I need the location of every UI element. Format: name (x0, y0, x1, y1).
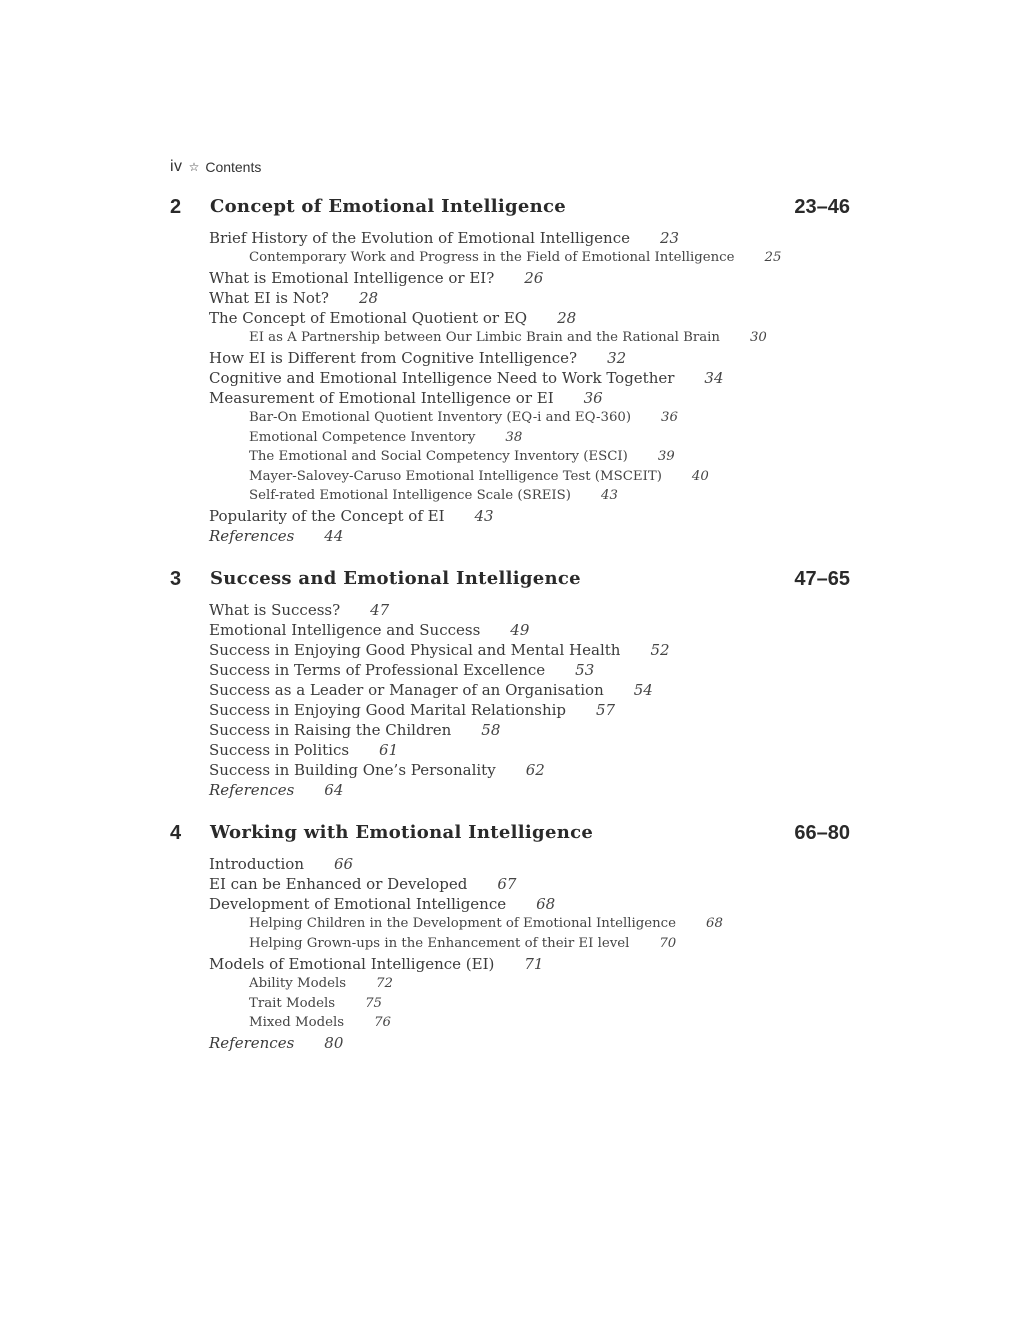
toc-entry[interactable]: Success as a Leader or Manager of an Organisation 54 (209, 681, 653, 699)
toc-references[interactable]: References 64 (209, 781, 344, 799)
toc-subentry[interactable]: Helping Children in the Development of Emotional Intelligence 68 (249, 916, 723, 931)
chapter-number: 4 (170, 822, 182, 844)
chapter-entries (170, 600, 850, 800)
toc-entry[interactable]: Success in Enjoying Good Physical and Mental Health 52 (209, 641, 670, 659)
toc-entry[interactable]: Success in Politics 61 (209, 741, 399, 759)
toc-subentry[interactable]: Mixed Models 76 (249, 1015, 391, 1030)
toc-entry[interactable]: Emotional Intelligence and Success 49 (209, 621, 530, 639)
chapter-number: 3 (170, 568, 182, 590)
toc-subentry[interactable]: Self-rated Emotional Intelligence Scale (SREIS) 43 (249, 488, 618, 503)
chapter-3 (170, 568, 850, 800)
toc-entry[interactable]: Measurement of Emotional Intelligence or EI 36 (209, 389, 603, 407)
toc-subentry[interactable]: Helping Grown-ups in the Enhancement of their EI level 70 (249, 936, 677, 951)
chapter-title[interactable]: Success and Emotional Intelligence (210, 568, 581, 589)
toc-subentry[interactable]: Mayer-Salovey-Caruso Emotional Intelligence Test (MSCEIT) 40 (249, 468, 709, 484)
chapter-heading (170, 568, 850, 592)
chapter-page-range: 66–80 (794, 822, 850, 844)
toc-entry[interactable]: Success in Terms of Professional Excellence 53 (209, 661, 595, 679)
toc-entry[interactable]: Cognitive and Emotional Intelligence Need to Work Together 34 (209, 369, 724, 387)
chapter-4 (170, 822, 850, 1053)
toc-subentry[interactable]: EI as A Partnership between Our Limbic Brain and the Rational Brain 30 (249, 330, 767, 345)
toc-entry[interactable]: Introduction 66 (209, 855, 354, 873)
toc-entry[interactable]: Success in Enjoying Good Marital Relationship 57 (209, 701, 616, 719)
toc-entry[interactable]: Development of Emotional Intelligence 68 (209, 895, 556, 913)
toc-references[interactable]: References 44 (209, 526, 344, 545)
chapter-page-range: 23–46 (794, 196, 850, 218)
chapter-heading (170, 822, 850, 846)
toc-subentry[interactable]: Contemporary Work and Progress in the Field of Emotional Intelligence 25 (249, 250, 782, 265)
toc-entry[interactable]: Success in Building One’s Personality 62 (209, 761, 545, 779)
toc-entry[interactable]: What is Success? 47 (209, 601, 390, 619)
toc-entry[interactable]: The Concept of Emotional Quotient or EQ 28 (209, 309, 577, 327)
toc-entry[interactable]: EI can be Enhanced or Developed 67 (209, 875, 517, 893)
toc-entry[interactable]: Success in Raising the Children 58 (209, 721, 501, 739)
toc-subentry[interactable]: Bar-On Emotional Quotient Inventory (EQ-i and EQ-360) 36 (249, 410, 678, 425)
toc-subentry[interactable]: Trait Models 75 (249, 995, 382, 1011)
toc-entry[interactable]: How EI is Different from Cognitive Intelligence? 32 (209, 349, 627, 367)
toc-entry[interactable]: Popularity of the Concept of EI 43 (209, 506, 494, 525)
toc-subentry[interactable]: The Emotional and Social Competency Inventory (ESCI) 39 (249, 449, 675, 464)
chapter-2 (170, 196, 850, 546)
running-head-section: Contents (205, 159, 262, 175)
toc-references[interactable]: References 80 (209, 1033, 344, 1052)
page-number: iv (170, 158, 183, 175)
chapter-heading (170, 196, 850, 220)
toc-entry[interactable]: What EI is Not? 28 (209, 289, 379, 307)
running-head (170, 157, 261, 177)
toc-subentry[interactable]: Ability Models 72 (249, 976, 393, 991)
toc-entry[interactable]: What is Emotional Intelligence or EI? 26 (209, 269, 544, 287)
chapter-entries (170, 228, 850, 546)
star-icon: ☆ (188, 160, 200, 174)
chapter-entries (170, 854, 850, 1053)
chapter-title[interactable]: Concept of Emotional Intelligence (210, 196, 567, 217)
toc-subentry[interactable]: Emotional Competence Inventory 38 (249, 429, 523, 445)
toc-entry[interactable]: Brief History of the Evolution of Emotional Intelligence 23 (209, 229, 680, 247)
chapter-title[interactable]: Working with Emotional Intelligence (210, 822, 594, 843)
chapter-number: 2 (170, 196, 182, 218)
toc-entry[interactable]: Models of Emotional Intelligence (EI) 71 (209, 955, 544, 973)
chapter-page-range: 47–65 (794, 568, 850, 590)
